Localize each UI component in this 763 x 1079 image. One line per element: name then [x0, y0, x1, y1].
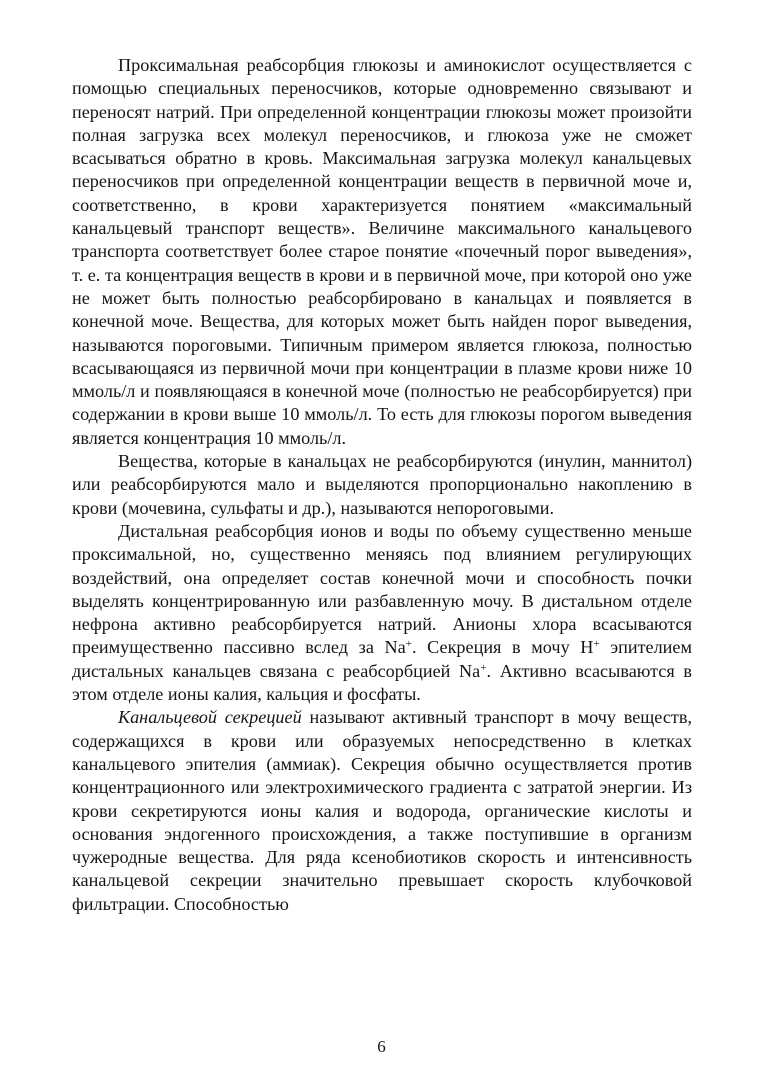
paragraph-tubular-secretion [72, 706, 692, 916]
paragraph-non-threshold-substances: Вещества, которые в канальцах не реабсорбируются (инулин, маннитол) или реабсорбируются мало и выделяются пропорционально накоплению в крови (мочевина, сульфаты и др.), называются непороговыми. [72, 451, 692, 518]
term-tubular-secretion: Канальцевой секрецией [118, 707, 302, 728]
paragraph-distal-reabsorption [72, 520, 692, 706]
superscript-plus: + [405, 638, 412, 651]
distal-text-part-4: . Активно всасываются в этом отделе ионы калия, кальция и фосфаты. [72, 660, 692, 705]
distal-text-part-3: эпителием дистальных канальцев связана с реабсорбцией Na [72, 637, 692, 681]
page-body [72, 54, 692, 916]
secretion-text: называют активный транспорт в мочу веществ, содержащихся в крови или образуемых непосредственно в клетках канальцевого эпителия (аммиак). Секреция обычно осуществляется против концентрационного или электрохимического градиента с затратой энергии. Из крови секретируются ионы калия и водорода, органические кислоты и основания эндогенного происхождения, а также поступившие в организм чужеродные вещества. Для ряда ксенобиотиков скорость и интенсивность канальцевой секреции значительно превышает скорость клубочковой фильтрации. Способностью [72, 707, 692, 914]
page-number: 6 [377, 1037, 386, 1056]
distal-text-part-2: . Секреция в мочу H [411, 637, 594, 658]
superscript-plus: + [480, 661, 487, 674]
paragraph-proximal-reabsorption: Проксимальная реабсорбция глюкозы и аминокислот осуществляется с помощью специальных переносчиков, которые одновременно связывают и переносят натрий. При определенной концентрации глюкозы может произойти полная загрузка всех молекул переносчиков, и глюкоза уже не сможет всасываться обратно в кровь. Максимальная загрузка молекул канальцевых переносчиков при определенной концентрации веществ в первичной моче и, соответственно, в крови характеризуется понятием «максимальный канальцевый транспорт веществ». Величине максимального канальцевого транспорта соответствует более старое понятие «почечный порог выведения», т. е. та концентрация веществ в крови и в первичной моче, при которой оно уже не может быть полностью реабсорбировано в канальцах и появляется в конечной моче. Вещества, для которых может быть найден порог выведения, называются пороговыми. Типичным примером является глюкоза, полностью всасывающаяся из первичной мочи при концентрации в плазме крови ниже 10 ммоль/л и появляющаяся в конечной моче (полностью не реабсорбируется) при содержании в крови выше 10 ммоль/л. То есть для глюкозы порогом выведения является концентрация 10 ммоль/л. [72, 55, 692, 448]
distal-text-part-1: Дистальная реабсорбция ионов и воды по объему существенно меньше проксимальной, но, существенно меняясь под влиянием регулирующих воздействий, она определяет состав конечной мочи и способность почки выделять концентрированную или разбавленную мочу. В дистальном отделе нефрона активно реабсорбируется натрий. Анионы хлора всасываются преимущественно пассивно вслед за Na [72, 520, 692, 658]
superscript-plus: + [593, 638, 600, 651]
